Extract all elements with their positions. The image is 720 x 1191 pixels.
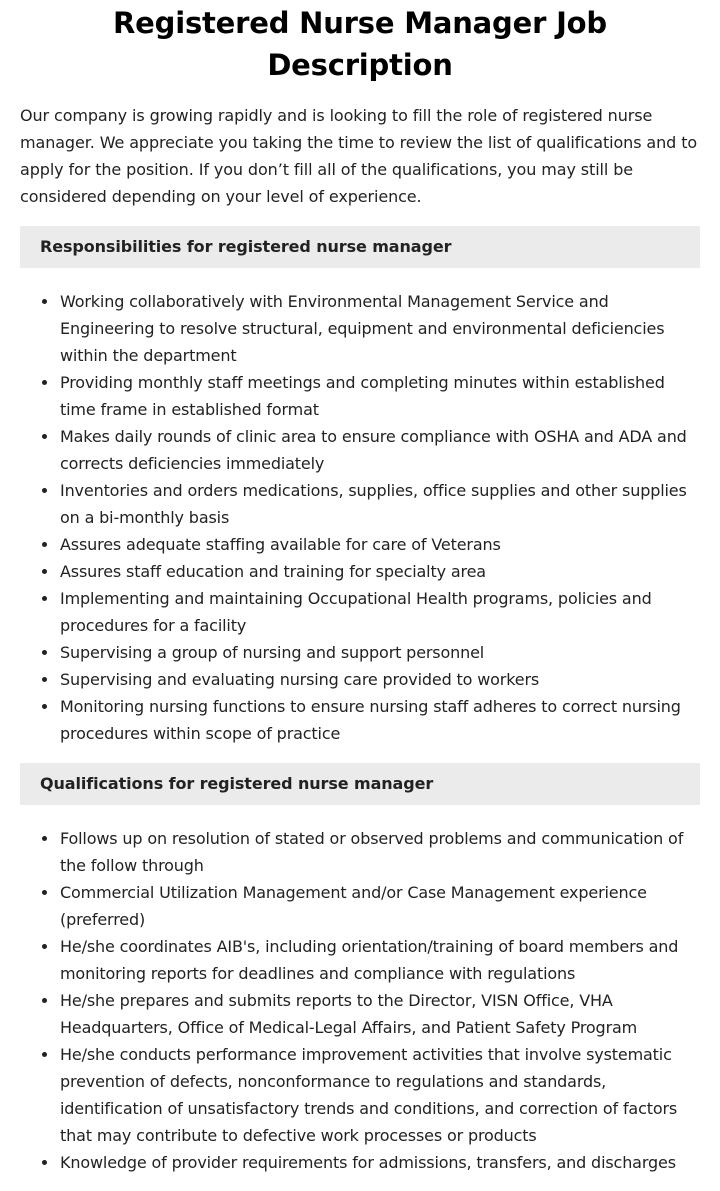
- responsibilities-list: [20, 288, 700, 747]
- list-item: He/she conducts performance improvement activities that involve systematic prevention of defects, nonconformance to regulations and standards, identification of unsatisfactory trends and conditions, and correction of factors that may contribute to defective work processes or products: [60, 1041, 700, 1149]
- list-item: Supervising and evaluating nursing care provided to workers: [60, 666, 700, 693]
- list-item: Commercial Utilization Management and/or Case Management experience (preferred): [60, 879, 700, 933]
- list-item: He/she prepares and submits reports to the Director, VISN Office, VHA Headquarters, Office of Medical-Legal Affairs, and Patient Safety Program: [60, 987, 700, 1041]
- responsibilities-heading: Responsibilities for registered nurse manager: [20, 226, 700, 268]
- qualifications-list: [20, 825, 700, 1176]
- list-item: Follows up on resolution of stated or observed problems and communication of the follow through: [60, 825, 700, 879]
- list-item: Monitoring nursing functions to ensure nursing staff adheres to correct nursing procedures within scope of practice: [60, 693, 700, 747]
- list-item: Assures adequate staffing available for care of Veterans: [60, 531, 700, 558]
- list-item: Working collaboratively with Environmental Management Service and Engineering to resolve structural, equipment and environmental deficiencies within the department: [60, 288, 700, 369]
- intro-paragraph: Our company is growing rapidly and is looking to fill the role of registered nurse manager. We appreciate you taking the time to review the list of qualifications and to apply for the position. If you don’t fill all of the qualifications, you may still be considered depending on your level of experience.: [20, 106, 698, 206]
- list-item: Supervising a group of nursing and support personnel: [60, 639, 700, 666]
- qualifications-heading: Qualifications for registered nurse manager: [20, 763, 700, 805]
- list-item: Implementing and maintaining Occupational Health programs, policies and procedures for a facility: [60, 585, 700, 639]
- list-item: Makes daily rounds of clinic area to ensure compliance with OSHA and ADA and corrects deficiencies immediately: [60, 423, 700, 477]
- list-item: Inventories and orders medications, supplies, office supplies and other supplies on a bi-monthly basis: [60, 477, 700, 531]
- page-title: Registered Nurse Manager Job Description: [113, 6, 607, 82]
- list-item: Providing monthly staff meetings and completing minutes within established time frame in established format: [60, 369, 700, 423]
- list-item: Knowledge of provider requirements for admissions, transfers, and discharges: [60, 1149, 700, 1176]
- list-item: Assures staff education and training for specialty area: [60, 558, 700, 585]
- list-item: He/she coordinates AIB's, including orientation/training of board members and monitoring reports for deadlines and compliance with regulations: [60, 933, 700, 987]
